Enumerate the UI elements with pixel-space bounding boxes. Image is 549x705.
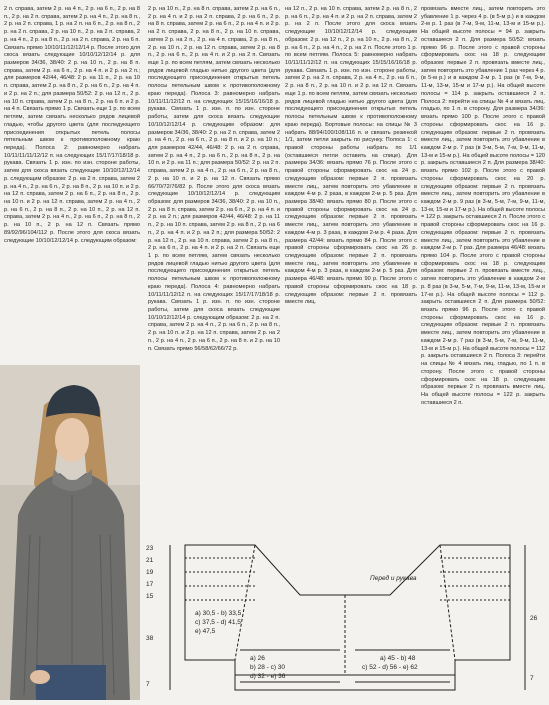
hand-shape xyxy=(30,670,50,684)
mark-left-7: 7 xyxy=(146,681,150,688)
front-outline xyxy=(185,545,510,690)
size-b-1: a) 26 xyxy=(250,655,265,662)
size-c-2: c) 52 - d) 56 - e) 62 xyxy=(362,664,418,671)
size-c-1: a) 45 - b) 48 xyxy=(380,655,416,662)
model-photo xyxy=(0,365,140,700)
text-column-1 xyxy=(4,6,140,362)
pattern-diagram xyxy=(140,530,549,700)
pattern-diagram-drawing xyxy=(140,530,549,700)
mark-left-5: 15 xyxy=(146,593,154,600)
size-b-2: b) 28 - c) 30 xyxy=(250,664,286,671)
face-shape xyxy=(55,418,89,462)
jeans-shape xyxy=(36,665,106,700)
mark-left-2: 21 xyxy=(146,557,154,564)
mark-right-1: 26 xyxy=(530,615,538,622)
text-column-2 xyxy=(148,6,280,531)
mark-right-2: 7 xyxy=(530,675,534,682)
diagram-title: Перед и рукава xyxy=(370,575,417,582)
column-1-text: 2 п. справа, затем 2 р. на 4 п., 2 р. на 6 п., 2 р. на 8 п., 2 р. на 2 п. справа, затем 2 р. на 4 п., 2 р. на 8 п., 2 р. на 2 п. справа, 1 р. на 2 п. на 6 п., 2 р. на 8 п., 2 р. на 2 п. справа, 2 р. на 10 п., 2 р. на 2 п. справа, 2 р. на 4 п., 2 р. на 8 п., 2 р. на 2 п. справа, 2 р. на 6 п. Связать прямо 10/10/11/12/12/14 р. После этого для скоса вязать следующие 10/10/12/12/14 р. для размеров 34/36, 38/40: 2 р. на 10 п., 2 р. на 8 п. справа, затем 2 р. на 6 п., 2 р. на 4 п. и 2 р. на 2 п.; для размеров 42/44, 46/48: 2 р. на 11 п., 2 р. на 10 п. справа, затем 2 р. на 8 п., 2 р. на 6 п., 2 р. на 4 п. и 2 р. на 2 п.; для размера 50/52: 2 р. на 12 п., 2 р. на 10 п. справа, затем 2 р. на 8 п., 2 р. на 6 п. и 2 р. на 4 п. Связать прямо 1 р. Связать еще 1 р. по всем петлям, затем связать несколько рядов лицевой гладью, чтобы другого цвета (для последующего присоединения открытых петель полосы пятельным швом к противоположному краю переда). Полоса 2: равномерно набрать 10/11/11/11/12/12 п. на следующих 15/17/17/18/18 р. рукава. Связать 1 р. изн. по изн. стороне работы, затем для скоса вязать следующие 10/10/12/12/14 р. следующим образом: 2 р. на 2 п. справа, затем 2 р. на 4 п., 2 р. на 6 п., 2 р. на 8 п., 2 р. на 10 п. и 2 р. на 12 п. справа, затем 2 р. на 6 п., 2 р. на 8 п., 2 р. на 10 п. и 2 р. на 12 п. справа, затем 2 р. на 4 п., 2 р. на 6 п., 2 р. на 8 п., 2 р. на 10 п., 2 р. на 12 п. справа, затем 2 р. на 4 п., 2 р. на 6 п., 2 р. на 8 п., 2 р. на 10 п., 2 р. на 12 п. Связать прямо 89/92/96/104/112 р. После этого для скоса вязать следующие 10/10/12/12/14 р. следующим образом: xyxy=(4,6,140,244)
size-b-3: d) 32 - e) 36 xyxy=(250,673,286,680)
column-3-text: на 12 п., 2 р. на 10 п. справа, затем 2 р. на 8 п., 2 р. на 6 п., 2 р. на 4 п. и 2 р. на 2 п. справа, затем 2 р. на 2 п. После этого для скоса вязать следующие 10/10/12/12/14 р. следующим образом: 2 р. на 12 п., 2 р. на 10 п., 2 р. на 8 п., 2 р. на 6 п., 2 р. на 4 п., 2 р. на 2 п. После этого 1 р. по всем петлям. Полоса 5: равномерно набрать 10/11/11/12/12 п. на следующих 15/15/16/16/18 р. рукава. Связать 1 р. изн. по изн. стороне работы, затем 2 р. на 2 п. справа, 2 р. на 4 п., 2 р. на 6 п., 2 р. на 8 п., 2 р. на 10 п. и 2 р. на 12 п. Связать еще 1 р. по всем петлям, затем связать несколько рядов лицевой гладью нитью другого цвета (для последующего присоединения открытых петель полосы петельным швом к противоположному краю переда). Бортовые полосы: на спицы № 3 набрать 88/94/100/108/116 п. и связать резинкой 1/1, затем петли закрыть по рисунку. Полоса 1: с правой стороны работы набрать по 1/1 (оставшиеся петли оставить на спице). Для размера 34/36: вязать прямо 76 р. После этого с правой стороны сформировать скос на 24 р. следующим образом: первые 2 п. провязать вместе лиц., затем повторить это убавление в каждом 4-м р. 2 раза, в каждом 2-м р. 5 раз. Для размера 38/40: вязать прямо 80 р. После этого с правой стороны сформировать скос на 24 р. следующим образом: первые 2 п. провязать вместе лиц., затем повторить это убавление в каждом 4-м р. 3 раза, в каждом 2-м р. 4 раза. Для размера 42/44: вязать прямо 84 р. После этого с правой стороны сформировать скос на 26 р. следующим образом: первые 2 п. провязать вместе лиц., затем повторить это убавление в каждом 4-м р. 3 раза, в каждом 2-м р. 5 раз. Для размера 46/48: вязать прямо 90 р. После этого с правой стороны сформировать скос на 18 р. следующим образом: первые 2 п. провязать вместе лиц. xyxy=(285,6,417,306)
size-a-2: c) 37,5 - d) 41,5 xyxy=(195,619,241,626)
size-a-3: e) 47,5 xyxy=(195,628,216,635)
mark-left-4: 17 xyxy=(146,581,154,588)
column-2-text: 2 р. на 10 п., 2 р. на 8 п. справа, затем 2 р. на 6 п., 2 р. на 4 п. и 2 р. на 2 п. справа, 2 р. на 6 п., 2 р. на 8 п. справа, затем 2 р. на 6 п., 2 р. на 4 п. и 2 р. на 2 п. справа, 2 р. на 8 п., 2 р. на 10 п. справа, затем 2 р. на 2 п., 2 р. на 4 п. справа, 2 р. на 8 п., 2 р. на 10 п., 2 р. на 12 п. справа, затем 2 р. на 8 п., 2 р. на 6 п., 2 р. на 4 п. и 2 р. на 2 п. Связать еще 1 р. по всем петлям, затем связать несколько рядов лицевой гладью нитью другого цвета (для последующего присоединения открытых петель полосы петельным швом к противоположному краю переда). Полоса 3: равномерно набрать 10/11/11/12/12 п. на следующих 15/15/16/16/18 р. рукава. Связать 1 р. изн. п. по изн. стороне работы, затем для скоса вязать следующие 10/10/12/12/14 р. следующим образом: для размеров 34/36, 38/40: 2 р. на 2 п. справа, затем 2 р. на 4 п., 2 р. на 6 п., 2 р. на 8 п. и 2 р. на 10 п.; для размеров 42/44, 46/48: 2 р. на 2 п. справа, затем 2 р. на 4 п., 2 р. на 6 п., 2 р. на 8 п., 2 р. на 10 п. и 2 р. на 11 п.; для размера 50/52: 2 р. на 2 п. справа, затем 2 р. на 4 п., 2 р. на 6 п., 2 р. на 8 п., 2 р. на 10 п. и 2 р. на 12 п. Связать прямо 66/70/72/76/82 р. После этого для скоса вязать следующие 10/10/12/12/14 р. следующим образом: для размеров 34/36, 38/40: 2 р. на 10 п., 2 р. на 8 п. справа, затем 2 р. на 6 п., 2 р. на 4 п. и 2 р. на 2 п.; для размеров 42/44, 46/48: 2 р. на 11 п., 2 р. на 10 п. справа, затем 2 р. на 8 п., 2 р. на 6 п., 2 р. на 4 п. и 2 р. на 2 п.; для размера 50/52: 2 р. на 12 п., 2 р. на 10 п. справа, затем 2 р. на 8 п., 2 р. на 6 п., 2 р. на 4 п. и 2 р. на 2 п. Связать еще 1 р. по всем петлям, затем связать несколько рядов лицевой гладью нитью другого цвета (для последующего присоединения открытых петель полосы петельным швом к противоположному краю переда). Полоса 4: равномерно набрать 10/11/11/12/12 п. на следующих 15/17/17/18/18 р. рукава. Связать 1 р. изн. п. по изн. стороне работы, затем для скоса вязать следующие 10/10/12/12/14 р. следующим образом: 2 р. на 2 п. справа, затем 2 р. на 4 п., 2 р. на 6 п., 2 р. на 8 п., 2 р. на 10 п. и 2 р. на 12 п. справа, затем 2 р. на 2 п., 2 р. на 4 п., 2 р. на 6 п., 2 р. на 8 п. и 2 р. на 10 п. Связать прямо 56/58/62/66/72 р. xyxy=(148,6,280,352)
size-a-1: a) 30,5 - b) 33,5 xyxy=(195,610,242,617)
column-4-text: провязать вместе лиц., затем повторить это убавление 1 р. через 4 р. (в 5-м р.) и в каждом 2-м р. 1 раз (в 7-м, 9-м, 11-м, 13-м и 15-м р.). На общей высоте полосы = 94 р. закрыть оставшиеся 2 п. Для размера 50/52: вязать прямо 96 р. После этого с правой стороны сформировать скос на 18 р. следующим образом: первые 2 п. провязать вместе лиц., затем повторить это убавление 1 раз через 4 р. (в 5-м р.) и в каждом 2-м р. 1 раз (в 7-м, 9-м, 11-м, 13-м, 15-м и 17-м р.). На общей высоте полосы = 114 р. закрыть оставшиеся 2 п. Полоса 2: перейти на спицы № 4 и вязать лиц. гладью, по 1 п. в сторону. Для размера 34/36: вязать прямо 100 р. После этого с правой стороны сформировать скос на 16 р. следующим образом: первые 2 п. провязать вместе лиц., затем повторить это убавление в каждом 2-м р. 7 раз (в 3-м, 5-м, 7-м, 9-м, 11-м, 13-м и 15-м р.). На общей высоте полосы = 120 р. закрыть оставшиеся 2 п. Для размера 38/40: вязать прямо 102 р. После этого с правой стороны сформировать скос на 20 р. следующим образом: первые 2 п. провязать вместе лиц., затем повторить это убавление в каждом 2-м р. 9 раз (в 3-м, 5-м, 7-м, 9-м, 11-м, 13-м, 15-м и 17-м р.). На общей высоте полосы = 122 р. закрыть оставшиеся 2 п. После этого с правой стороны сформировать скос на 16 р. следующим образом: первые 2 п. провязать вместе лиц., затем повторить это убавление в каждом 2-м р. 7 раз. Для размера 46/48: вязать прямо 104 р. После этого с правой стороны сформировать скос на 18 р. следующим образом: первые 2 п. провязать вместе лиц., затем повторить это убавление в каждом 2-м р. 8 раз (в 3-м, 5-м, 7-м, 9-м, 11-м, 13-м, 15-м и 17-м р.). На общей высоте полосы = 112 р. закрыть оставшиеся 2 п. Для размера 50/52: вязать прямо 96 р. После этого с правой стороны сформировать скос на 16 р. следующим образом: первые 2 п. провязать вместе лиц., затем повторить это убавление в каждом 2-м р. 7 раз (в 3-м, 5-м, 7-м, 9-м, 11-м, 13-м и 15-м р.). На общей высоте полосы = 112 р. закрыть оставшиеся 2 п. Полоса 3: перейти на спицы № 4 вязать лиц. гладью, по 1 п. в сторону. После этого с правой стороны сформировать скос на 18 р. следующим образом: первые 2 п. провязать вместе лиц. На общей высоте полосы = 122 р. закрыть оставшиеся 2 п. xyxy=(421,6,545,406)
text-column-4 xyxy=(421,6,545,546)
text-column-3 xyxy=(285,6,417,536)
mark-left-1: 23 xyxy=(146,545,154,552)
mark-left-3: 19 xyxy=(146,569,154,576)
mark-left-6: 38 xyxy=(146,635,154,642)
model-photo-illustration xyxy=(0,365,140,700)
